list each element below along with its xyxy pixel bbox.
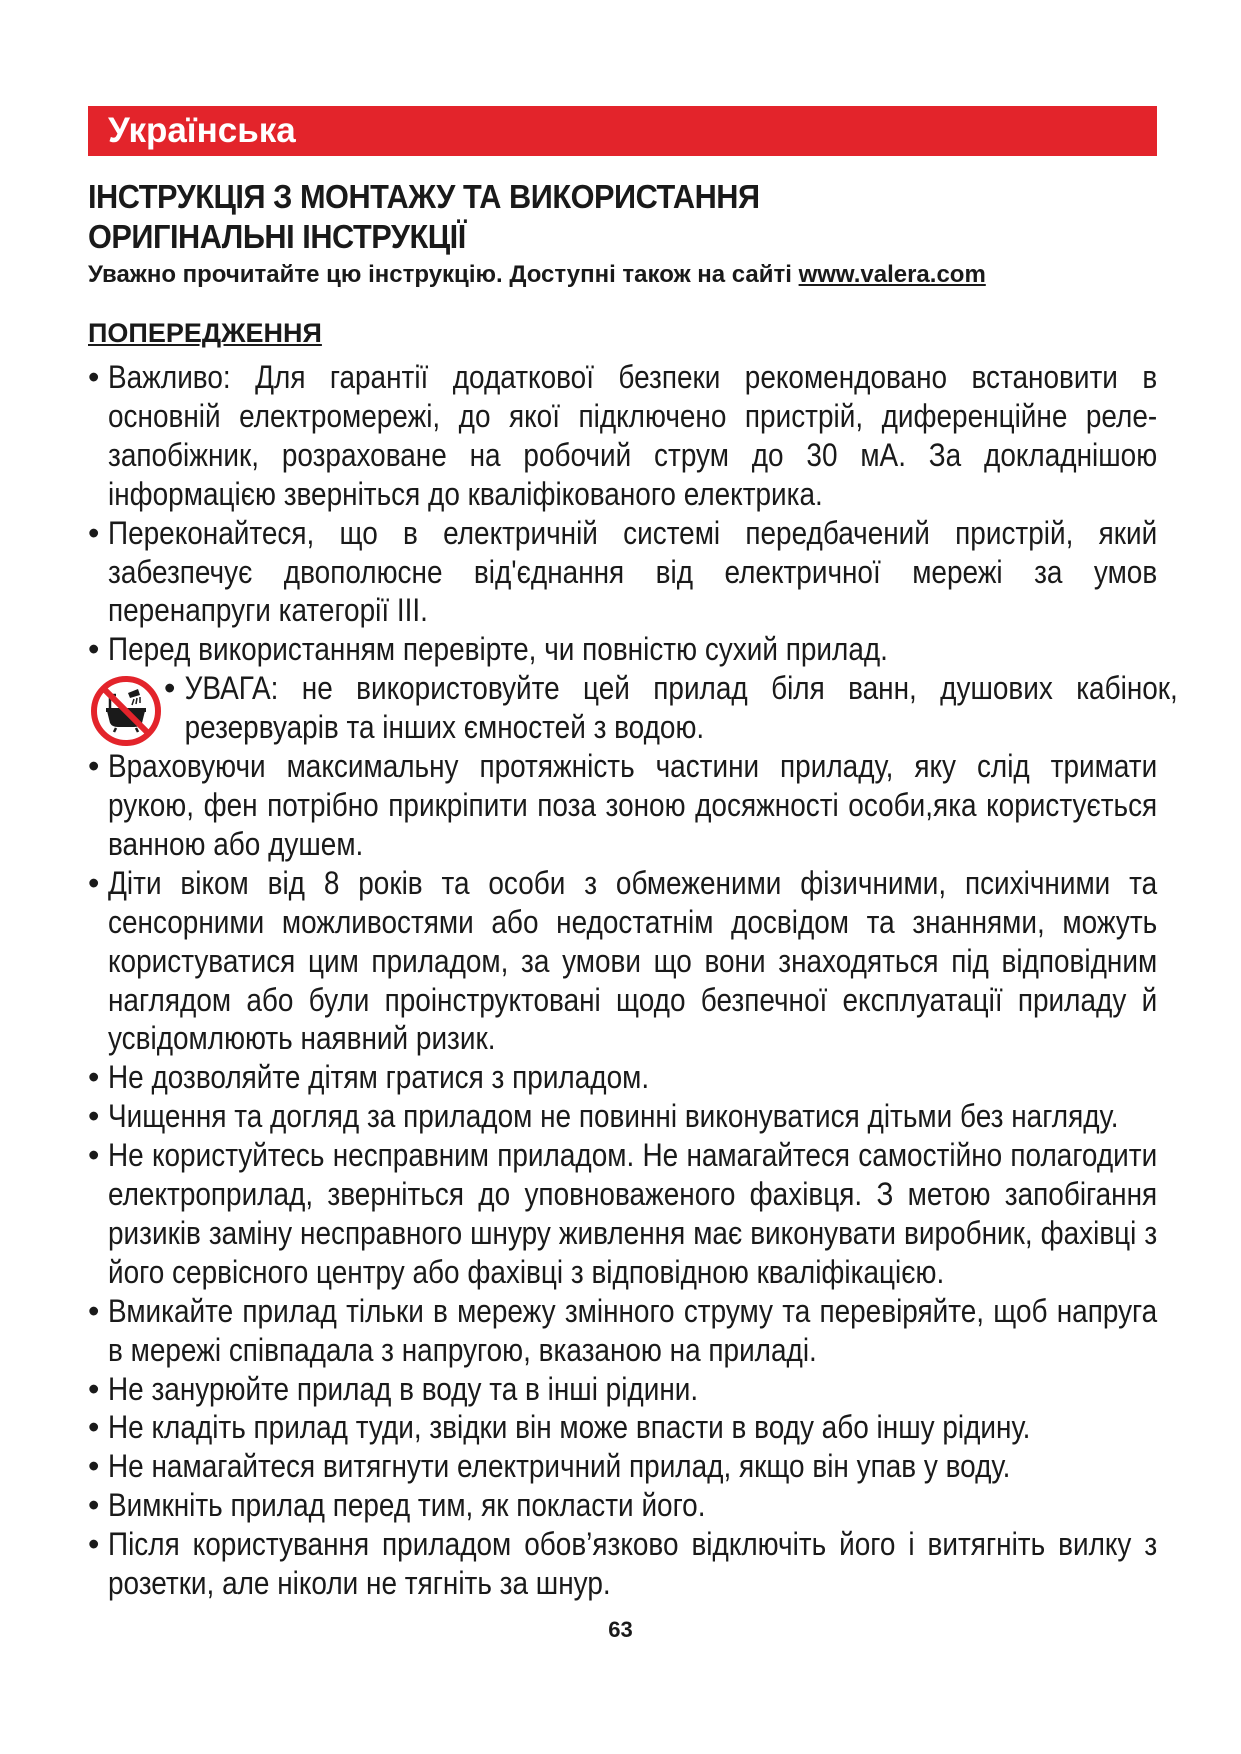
list-item [88, 1486, 1157, 1525]
list-item-text: Перед використанням перевірте, чи повністю сухий прилад. [108, 631, 888, 668]
list-item [88, 1136, 1157, 1292]
list-item-warning [88, 669, 1178, 747]
list-item [88, 1408, 1157, 1447]
page-number: 63 [608, 1617, 633, 1642]
subtitle [88, 261, 986, 289]
bullet: • [88, 1526, 100, 1563]
list-item-text: Не занурюйте прилад в воду та в інші рідини. [108, 1370, 699, 1407]
bullet: • [88, 514, 100, 551]
page-title-line1: ІНСТРУКЦІЯ З МОНТАЖУ ТА ВИКОРИСТАННЯ [88, 178, 760, 215]
list-item-text: Не кладіть прилад туди, звідки він може впасти в воду або іншу рідину. [108, 1409, 1031, 1446]
list-item [88, 747, 1157, 864]
language-bar [88, 106, 1157, 156]
list-item [88, 1370, 1157, 1409]
list-item [88, 630, 1157, 669]
list-item-text: Переконайтеся, що в електричній системі передбачений пристрій, який забезпечує двополюсне від'єднання від електричної мережі за умов перенапруги категорії ІІІ. [108, 514, 1158, 629]
bullet: • [88, 1098, 100, 1135]
list-item-text: Чищення та догляд за приладом не повинні виконуватися дітьми без нагляду. [108, 1098, 1119, 1135]
list-item-text: Вимкніть прилад перед тим, як покласти його. [108, 1487, 706, 1524]
website-link[interactable]: www.valera.com [798, 261, 986, 288]
list-item-text: Враховуючи максимальну протяжність частини приладу, яку слід тримати рукою, фен потрібно прикріпити поза зоною досяжності особи,яка користується ванною або душем. [108, 748, 1158, 862]
warnings-list [88, 358, 1178, 1603]
bullet: • [88, 1487, 100, 1524]
list-item-text: Після користування приладом обов’язково відключіть його і витягніть вилку з розетки, але ніколи не тягніть за шнур. [108, 1526, 1158, 1602]
bullet: • [88, 1409, 100, 1446]
list-item [88, 358, 1157, 514]
bullet: • [88, 1370, 100, 1407]
list-item [88, 1097, 1157, 1136]
bullet: • [88, 1059, 100, 1096]
bullet: • [88, 359, 100, 395]
list-item-text: Не дозволяйте дітям гратися з приладом. [108, 1059, 650, 1096]
bullet: • [88, 1292, 100, 1329]
list-item-text: УВАГА: не використовуйте цей прилад біля ванн, душових кабінок, резервуарів та інших ємностей з водою. [184, 670, 1178, 746]
page-title-line2: ОРИГІНАЛЬНІ ІНСТРУКЦІЇ [88, 218, 466, 255]
list-item-text: Діти віком від 8 років та особи з обмеженими фізичними, психічними та сенсорними можливостями або недостатнім досвідом та знаннями, можуть користуватися цим приладом, за умови що вони знаходяться під відповідним наглядом або були проінструктовані щодо безпечної експлуатації приладу й усвідомлюють наявний ризик. [108, 864, 1158, 1057]
bullet: • [88, 631, 100, 668]
list-item [88, 1292, 1157, 1370]
bullet: • [88, 864, 100, 901]
list-item-text: Не користуйтесь несправним приладом. Не намагайтеся самостійно полагодити електроприлад, зверніться до уповноваженого фахівця. З метою запобігання ризиків заміну несправного шнуру живлення має виконувати виробник, фахівці з його сервісного центру або фахівці з відповідною кваліфікацією. [108, 1137, 1158, 1290]
list-item [88, 1058, 1157, 1097]
list-item [88, 1447, 1157, 1486]
list-item-text: Важливо: Для гарантії додаткової безпеки рекомендовано встановити в основній електромережі, до якої підключено пристрій, диференційне реле-запобіжник, розраховане на робочий струм до 30 мА. За докладнішою інформацією зверніться до кваліфікованого електрика. [108, 359, 1158, 512]
list-item-text: Не намагайтеся витягнути електричний прилад, якщо він упав у воду. [108, 1448, 1011, 1485]
list-item [88, 864, 1157, 1059]
no-bath-warning-icon [90, 675, 162, 747]
bullet: • [88, 1448, 100, 1485]
list-item [88, 514, 1157, 631]
bullet: • [164, 670, 176, 707]
section-heading: ПОПЕРЕДЖЕННЯ [88, 318, 322, 348]
subtitle-text: Уважно прочитайте цю інструкцію. Доступні також на сайті [88, 261, 792, 288]
bullet: • [88, 748, 100, 785]
bullet: • [88, 1137, 100, 1174]
language-label: Українська [108, 111, 296, 150]
list-item-text: Вмикайте прилад тільки в мережу змінного струму та перевіряйте, щоб напруга в мережі співпадала з напругою, вказаною на приладі. [108, 1292, 1158, 1368]
list-item [88, 1525, 1157, 1603]
